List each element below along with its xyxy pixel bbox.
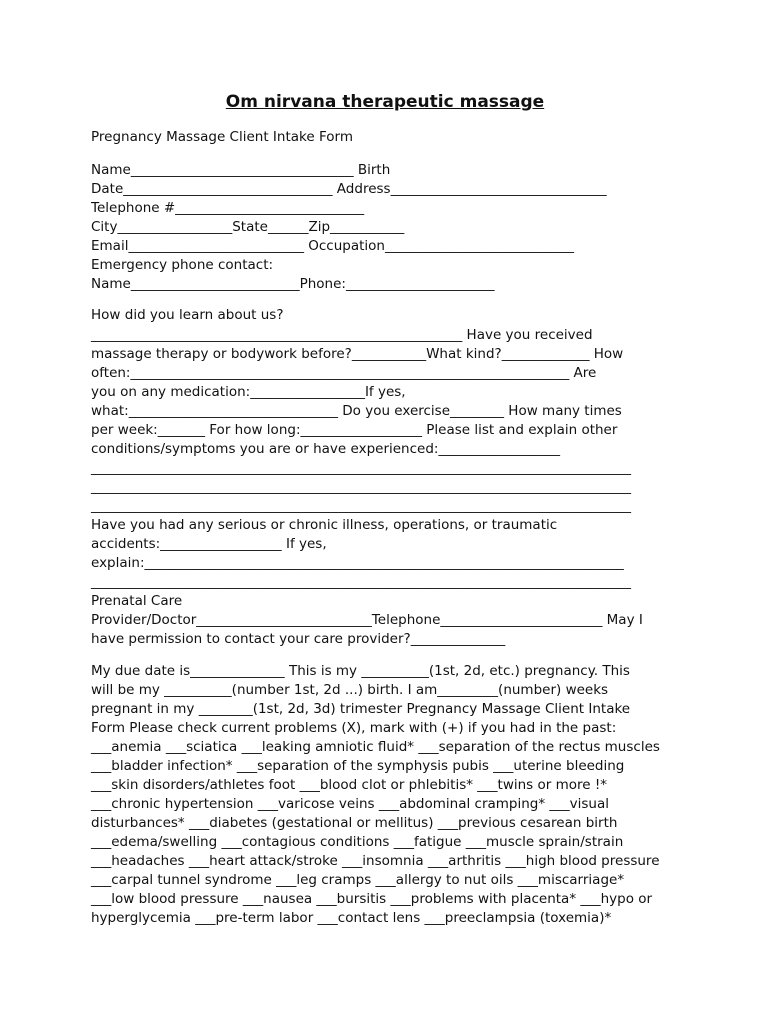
problems-line-1: ___anemia ___sciatica ___leaking amniotic fluid* ___separation of the rectus muscles xyxy=(91,739,660,755)
name-birth-line: Name_________________________________ Birth xyxy=(91,162,391,178)
illness-question-line: Have you had any serious or chronic illness, operations, or traumatic xyxy=(91,517,558,533)
problems-line-2: ___bladder infection* ___separation of the symphysis pubis ___uterine bleeding xyxy=(91,758,625,774)
email-occupation-line: Email__________________________ Occupation____________________________ xyxy=(91,238,574,254)
explain-line: explain:_______________________________________________________________________ xyxy=(91,555,624,571)
problems-line-10: hyperglycemia ___pre-term labor ___contact lens ___preeclampsia (toxemia)* xyxy=(91,910,612,926)
problems-line-9: ___low blood pressure ___nausea ___bursitis ___problems with placenta* ___hypo or xyxy=(91,891,653,907)
problems-line-7: ___headaches ___heart attack/stroke ___insomnia ___arthritis ___high blood pressure xyxy=(91,853,660,869)
trimester-line: pregnant in my ________(1st, 2d, 3d) trimester Pregnancy Massage Client Intake xyxy=(91,701,631,717)
blank-line-4: ________________________________________________________________________________ xyxy=(91,574,631,590)
city-state-zip-line: City_________________State______Zip___________ xyxy=(91,219,405,235)
medication-line: you on any medication:_________________If yes, xyxy=(91,384,406,400)
conditions-line: conditions/symptoms you are or have experienced:__________________ xyxy=(91,441,560,457)
exercise-line: what:_______________________________ Do you exercise________ How many times xyxy=(91,403,622,419)
due-date-line: My due date is______________ This is my __________(1st, 2d, etc.) pregnancy. This xyxy=(91,663,630,679)
blank-line-2: ________________________________________________________________________________ xyxy=(91,479,631,495)
telephone-line: Telephone #____________________________ xyxy=(91,200,365,216)
problems-line-5: disturbances* ___diabetes (gestational or mellitus) ___previous cesarean birth xyxy=(91,815,618,831)
emergency-name-phone-line: Name_________________________Phone:______________________ xyxy=(91,276,495,292)
learn-about-us-line: How did you learn about us? xyxy=(91,307,284,323)
how-often-line: often:_________________________________________________________________ Are xyxy=(91,365,597,381)
prenatal-care-label: Prenatal Care xyxy=(91,593,183,609)
problems-line-4: ___chronic hypertension ___varicose veins ___abdominal cramping* ___visual xyxy=(91,796,610,812)
problems-line-3: ___skin disorders/athletes foot ___blood clot or phlebitis* ___twins or more !* xyxy=(91,777,608,793)
check-problems-instructions: Form Please check current problems (X), mark with (+) if you had in the past: xyxy=(91,720,617,736)
provider-telephone-line: Provider/Doctor__________________________Telephone________________________ May I xyxy=(91,612,643,628)
received-massage-line: _______________________________________________________ Have you received xyxy=(91,327,593,343)
blank-line-3: ________________________________________________________________________________ xyxy=(91,498,631,514)
problems-line-8: ___carpal tunnel syndrome ___leg cramps ___allergy to nut oils ___miscarriage* xyxy=(91,872,625,888)
form-subtitle: Pregnancy Massage Client Intake Form xyxy=(91,129,353,145)
per-week-line: per week:_______ For how long:__________________ Please list and explain other xyxy=(91,422,618,438)
blank-line-1: ________________________________________________________________________________ xyxy=(91,460,631,476)
accidents-line: accidents:__________________ If yes, xyxy=(91,536,327,552)
date-address-line: Date_______________________________ Address________________________________ xyxy=(91,181,607,197)
emergency-contact-label: Emergency phone contact: xyxy=(91,257,274,273)
permission-line: have permission to contact your care provider?______________ xyxy=(91,631,506,647)
problems-line-6: ___edema/swelling ___contagious conditions ___fatigue ___muscle sprain/strain xyxy=(91,834,624,850)
birth-number-line: will be my __________(number 1st, 2d ...) birth. I am_________(number) weeks xyxy=(91,682,609,698)
form-title: Om nirvana therapeutic massage xyxy=(225,92,545,112)
massage-before-line: massage therapy or bodywork before?___________What kind?_____________ How xyxy=(91,346,624,362)
